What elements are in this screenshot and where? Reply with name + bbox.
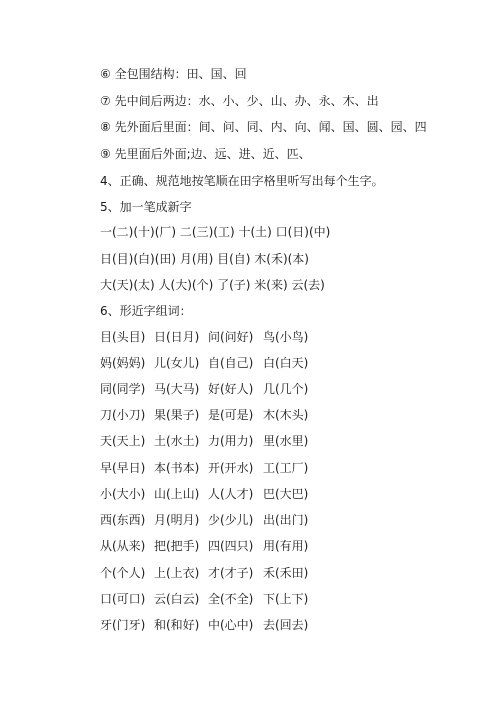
word-cell: 巴(大巴) bbox=[263, 487, 309, 501]
word-cell: 儿(女儿) bbox=[154, 356, 200, 370]
word-cell: 小(大小) bbox=[100, 487, 146, 501]
word-cell: 西(东西) bbox=[100, 513, 146, 527]
word-cell: 开(开水) bbox=[208, 461, 254, 475]
item-5-line-1: 一(二)(十)(厂) 二(三)(工) 十(土) 口(日)(中) bbox=[100, 225, 331, 239]
word-cell: 土(水土) bbox=[154, 434, 200, 448]
structure-line-8: ⑧ 先外面后里面：间、问、同、内、向、闻、国、圆、园、四 bbox=[100, 120, 427, 134]
word-cell: 用(有用) bbox=[263, 539, 309, 553]
word-cell: 把(把手) bbox=[154, 539, 200, 553]
word-cell: 白(白天) bbox=[263, 356, 309, 370]
word-cell: 山(上山) bbox=[154, 487, 200, 501]
word-cell: 问(问好) bbox=[208, 330, 254, 344]
word-cell: 力(用力) bbox=[208, 434, 254, 448]
word-cell: 工(工厂) bbox=[263, 461, 309, 475]
word-cell: 口(可口) bbox=[100, 592, 146, 606]
word-cell: 才(才子) bbox=[208, 566, 254, 580]
word-cell: 好(好人) bbox=[208, 382, 254, 396]
word-cell: 几(几个) bbox=[263, 382, 309, 396]
word-cell: 木(木头) bbox=[263, 408, 309, 422]
word-cell: 去(回去) bbox=[263, 618, 309, 632]
word-cell: 全(不全) bbox=[208, 592, 254, 606]
word-cell: 本(书本) bbox=[154, 461, 200, 475]
word-cell: 月(明月) bbox=[154, 513, 200, 527]
item-5-line-2: 日(目)(白)(田) 月(用) 目(自) 木(禾)(本) bbox=[100, 252, 309, 266]
structure-line-6: ⑥ 全包围结构：田、国、回 bbox=[100, 67, 247, 81]
word-cell: 禾(禾田) bbox=[263, 566, 309, 580]
word-cell: 里(水里) bbox=[263, 434, 309, 448]
word-cell: 下(上下) bbox=[263, 592, 309, 606]
word-cell: 同(同学) bbox=[100, 382, 146, 396]
item-4-text: 4、正确、规范地按笔顺在田字格里听写出每个生字。 bbox=[100, 174, 384, 188]
item-5-title: 5、加一笔成新字 bbox=[100, 200, 192, 214]
word-cell: 人(人才) bbox=[208, 487, 254, 501]
word-cell: 牙(门牙) bbox=[100, 618, 146, 632]
word-cell: 目(头目) bbox=[100, 330, 146, 344]
word-cell: 少(少儿) bbox=[208, 513, 254, 527]
item-6-title: 6、形近字组词： bbox=[100, 304, 192, 318]
word-cell: 马(大马) bbox=[154, 382, 200, 396]
structure-line-9: ⑨ 先里面后外面;边、远、进、近、匹、 bbox=[100, 147, 311, 161]
word-cell: 自(自己) bbox=[208, 356, 254, 370]
word-cell: 妈(妈妈) bbox=[100, 356, 146, 370]
word-cell: 是(可是) bbox=[208, 408, 254, 422]
word-cell: 鸟(小鸟) bbox=[263, 330, 309, 344]
word-cell: 果(果子) bbox=[154, 408, 200, 422]
word-cell: 四(四只) bbox=[208, 539, 254, 553]
word-cell: 刀(小刀) bbox=[100, 408, 146, 422]
word-cell: 日(日月) bbox=[154, 330, 200, 344]
word-cell: 从(从来) bbox=[100, 539, 146, 553]
structure-line-7: ⑦ 先中间后两边：水、小、少、山、办、永、木、出 bbox=[100, 94, 379, 108]
word-cell: 上(上衣) bbox=[154, 566, 200, 580]
word-cell: 出(出门) bbox=[263, 513, 309, 527]
word-cell: 天(天上) bbox=[100, 434, 146, 448]
word-cell: 和(和好) bbox=[154, 618, 200, 632]
word-cell: 云(白云) bbox=[154, 592, 200, 606]
word-cell: 中(心中) bbox=[208, 618, 254, 632]
word-cell: 个(个人) bbox=[100, 566, 146, 580]
word-cell: 早(早日) bbox=[100, 461, 146, 475]
item-5-line-3: 大(天)(太) 人(大)(个) 了(子) 米(来) 云(去) bbox=[100, 278, 325, 292]
